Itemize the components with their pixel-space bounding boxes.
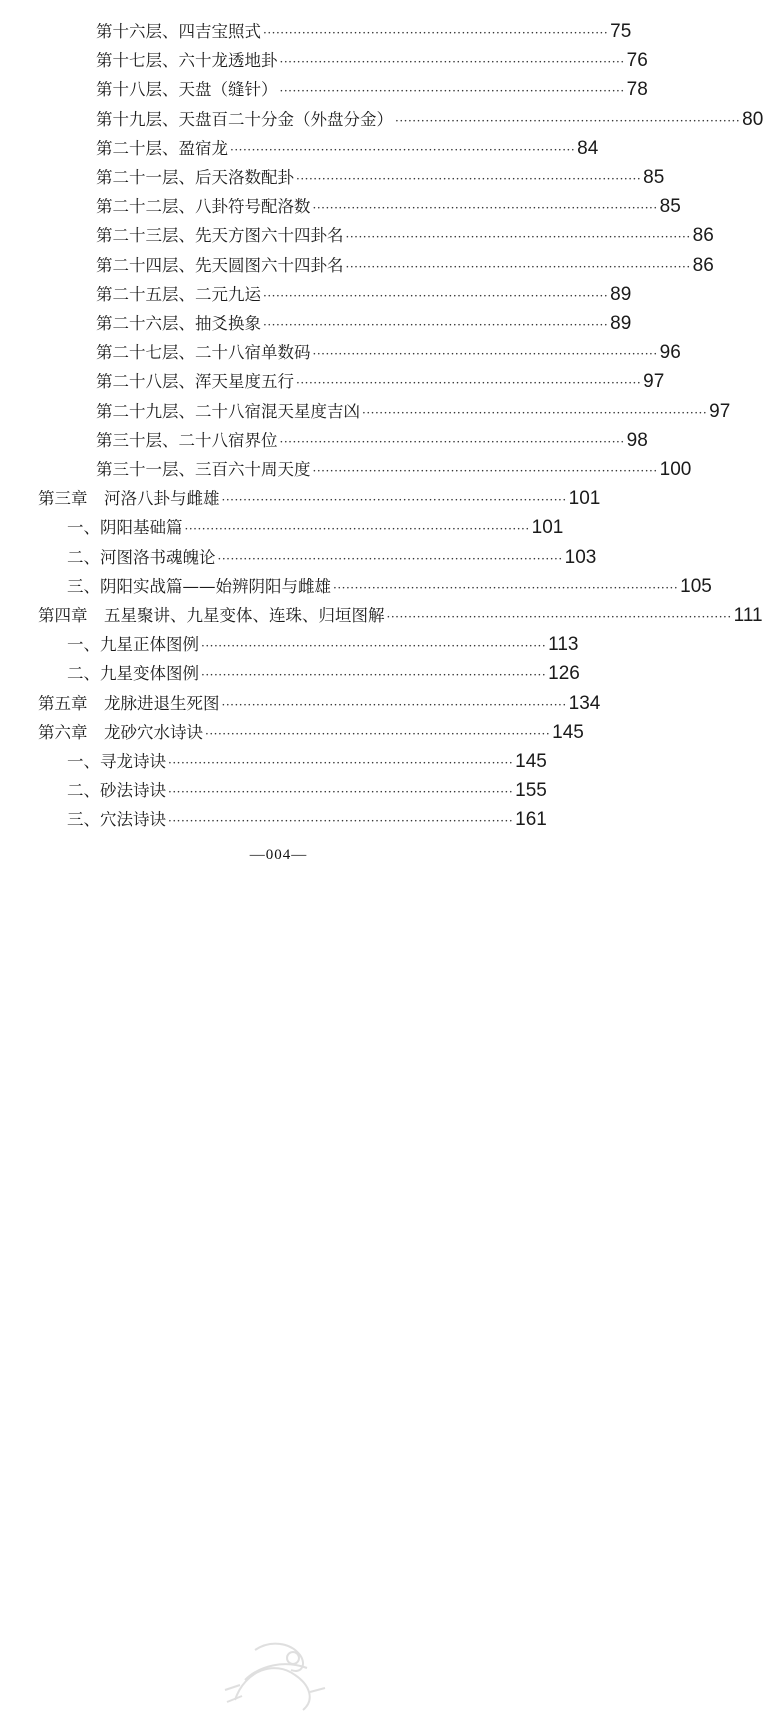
toc-entry-page: 76	[626, 50, 648, 72]
toc-entry[interactable]	[96, 194, 681, 220]
toc-entry-page: 86	[692, 254, 714, 276]
toc-entry-title: 三、阴阳实战篇——始辨阴阳与雌雄	[67, 576, 331, 596]
toc-dot-leader: ················································································	[345, 230, 691, 245]
toc-dot-leader: ················································································	[312, 347, 658, 362]
toc-entry-page: 84	[577, 137, 599, 159]
toc-entry[interactable]	[67, 515, 564, 541]
toc-entry-title: 第二十四层、先天圆图六十四卦名	[96, 255, 344, 275]
toc-entry-page: 105	[680, 575, 712, 597]
toc-entry-title: 第二十三层、先天方图六十四卦名	[96, 226, 344, 246]
toc-entry-title: 第二十八层、浑天星度五行	[96, 372, 294, 392]
toc-entry[interactable]	[96, 282, 632, 308]
toc-entry[interactable]	[96, 253, 714, 279]
toc-entry-title: 第二十六层、抽爻换象	[96, 314, 261, 333]
table-of-contents	[0, 0, 763, 831]
toc-entry-title: 二、九星变体图例	[67, 664, 199, 684]
toc-entry[interactable]	[96, 340, 681, 366]
toc-entry-title: 第二十七层、二十八宿单数码	[96, 343, 311, 363]
toc-entry[interactable]	[96, 223, 714, 249]
toc-entry-title: 第十八层、天盘（缝针）	[96, 80, 278, 100]
toc-dot-leader: ················································································	[221, 493, 567, 508]
toc-entry-page: 134	[568, 692, 601, 714]
toc-entry-page: 85	[643, 167, 665, 188]
toc-entry[interactable]	[67, 807, 547, 833]
toc-entry[interactable]	[96, 369, 665, 395]
toc-entry[interactable]	[96, 136, 599, 162]
toc-entry-page: 101	[568, 488, 601, 510]
toc-entry-title: 第二十五层、二元九运	[96, 284, 261, 304]
toc-entry-page: 86	[692, 225, 714, 247]
toc-entry-page: 101	[531, 517, 564, 539]
toc-entry-title: 第二十一层、后天洛数配卦	[96, 168, 294, 187]
page-footer	[0, 840, 557, 874]
toc-entry[interactable]	[96, 165, 665, 191]
toc-entry[interactable]	[38, 486, 601, 512]
toc-entry-page: 103	[564, 546, 597, 568]
toc-entry-title: 第十九层、天盘百二十分金（外盘分金）	[96, 109, 393, 129]
toc-dot-leader: ················································································	[168, 814, 514, 829]
dragon-watermark-icon	[215, 1630, 335, 1718]
toc-entry[interactable]	[96, 399, 731, 425]
toc-entry-title: 第三十层、二十八宿界位	[96, 430, 278, 450]
toc-dot-leader: ················································································	[217, 551, 563, 566]
toc-dot-leader: ················································································	[230, 142, 576, 157]
page-number: —004—	[249, 847, 308, 863]
toc-entry-title: 第二十二层、八卦符号配洛数	[96, 197, 311, 217]
toc-entry[interactable]	[96, 48, 648, 74]
toc-entry-page: 96	[659, 342, 681, 364]
toc-dot-leader: ················································································	[333, 580, 679, 595]
toc-entry-page: 97	[709, 400, 731, 422]
toc-entry[interactable]	[67, 574, 712, 600]
toc-entry-page: 89	[610, 283, 632, 305]
toc-entry-title: 第三章 河洛八卦与雌雄	[38, 489, 220, 509]
toc-entry[interactable]	[67, 632, 579, 658]
toc-entry-page: 98	[626, 429, 648, 451]
toc-dot-leader: ················································································	[263, 288, 609, 303]
toc-dot-leader: ················································································	[395, 113, 741, 128]
toc-entry[interactable]	[38, 720, 584, 746]
toc-dot-leader: ················································································	[168, 785, 514, 800]
toc-entry-title: 二、砂法诗诀	[67, 781, 166, 801]
toc-dot-leader: ················································································	[201, 668, 547, 683]
toc-entry-title: 第四章 五星聚讲、九星变体、连珠、归垣图解	[38, 606, 385, 625]
toc-dot-leader: ················································································	[221, 697, 567, 712]
toc-entry-page: 113	[548, 634, 579, 656]
toc-entry-title: 第二十层、盈宿龙	[96, 138, 228, 158]
toc-dot-leader: ················································································	[263, 318, 609, 332]
toc-dot-leader: ················································································	[296, 172, 642, 186]
toc-entry[interactable]	[38, 691, 601, 717]
toc-entry[interactable]	[67, 749, 547, 775]
toc-entry-title: 一、阴阳基础篇	[67, 518, 183, 538]
toc-entry-title: 一、九星正体图例	[67, 635, 199, 655]
toc-entry[interactable]	[67, 661, 580, 687]
toc-dot-leader: ················································································	[362, 405, 708, 420]
toc-entry[interactable]	[67, 778, 547, 804]
toc-dot-leader: ················································································	[386, 610, 732, 624]
toc-entry-page: 161	[515, 809, 547, 831]
toc-entry[interactable]	[96, 457, 692, 483]
toc-dot-leader: ················································································	[205, 726, 551, 741]
toc-entry-title: 第十七层、六十龙透地卦	[96, 51, 278, 71]
toc-entry-page: 145	[515, 751, 547, 772]
toc-entry-title: 一、寻龙诗诀	[67, 752, 166, 771]
toc-entry-page: 145	[552, 721, 584, 743]
toc-entry-page: 155	[515, 780, 547, 802]
toc-entry-title: 第十六层、四吉宝照式	[96, 22, 261, 41]
toc-dot-leader: ················································································	[201, 639, 547, 654]
toc-dot-leader: ················································································	[263, 26, 609, 40]
toc-entry-title: 第六章 龙砂穴水诗诀	[38, 722, 203, 742]
toc-entry[interactable]	[67, 545, 597, 571]
toc-dot-leader: ················································································	[312, 464, 658, 478]
toc-dot-leader: ················································································	[296, 376, 642, 391]
toc-dot-leader: ················································································	[312, 201, 658, 216]
toc-entry-page: 85	[659, 196, 681, 218]
toc-entry-page: 126	[548, 663, 580, 685]
toc-entry-title: 三、穴法诗诀	[67, 810, 166, 830]
toc-entry-page: 89	[610, 313, 632, 334]
toc-entry-title: 第五章 龙脉进退生死图	[38, 693, 220, 713]
toc-dot-leader: ················································································	[279, 55, 625, 70]
toc-dot-leader: ················································································	[279, 434, 625, 449]
toc-entry-title: 第二十九层、二十八宿混天星度吉凶	[96, 401, 360, 421]
toc-entry[interactable]	[96, 107, 763, 133]
toc-dot-leader: ················································································	[345, 259, 691, 274]
toc-entry-title: 第三十一层、三百六十周天度	[96, 460, 311, 479]
toc-entry-page: 111	[733, 605, 763, 626]
toc-dot-leader: ················································································	[168, 756, 514, 770]
toc-entry-page: 97	[643, 371, 665, 393]
toc-entry[interactable]	[96, 311, 632, 337]
toc-entry-page: 78	[626, 79, 648, 101]
toc-entry[interactable]	[38, 603, 763, 629]
toc-entry-page: 75	[610, 21, 632, 42]
toc-entry[interactable]	[96, 19, 632, 45]
toc-entry[interactable]	[96, 428, 648, 454]
toc-dot-leader: ················································································	[279, 84, 625, 99]
toc-entry[interactable]	[96, 77, 648, 103]
toc-entry-page: 80	[742, 108, 763, 130]
toc-entry-page: 100	[659, 459, 692, 480]
toc-dot-leader: ················································································	[184, 522, 530, 537]
toc-entry-title: 二、河图洛书魂魄论	[67, 547, 216, 567]
